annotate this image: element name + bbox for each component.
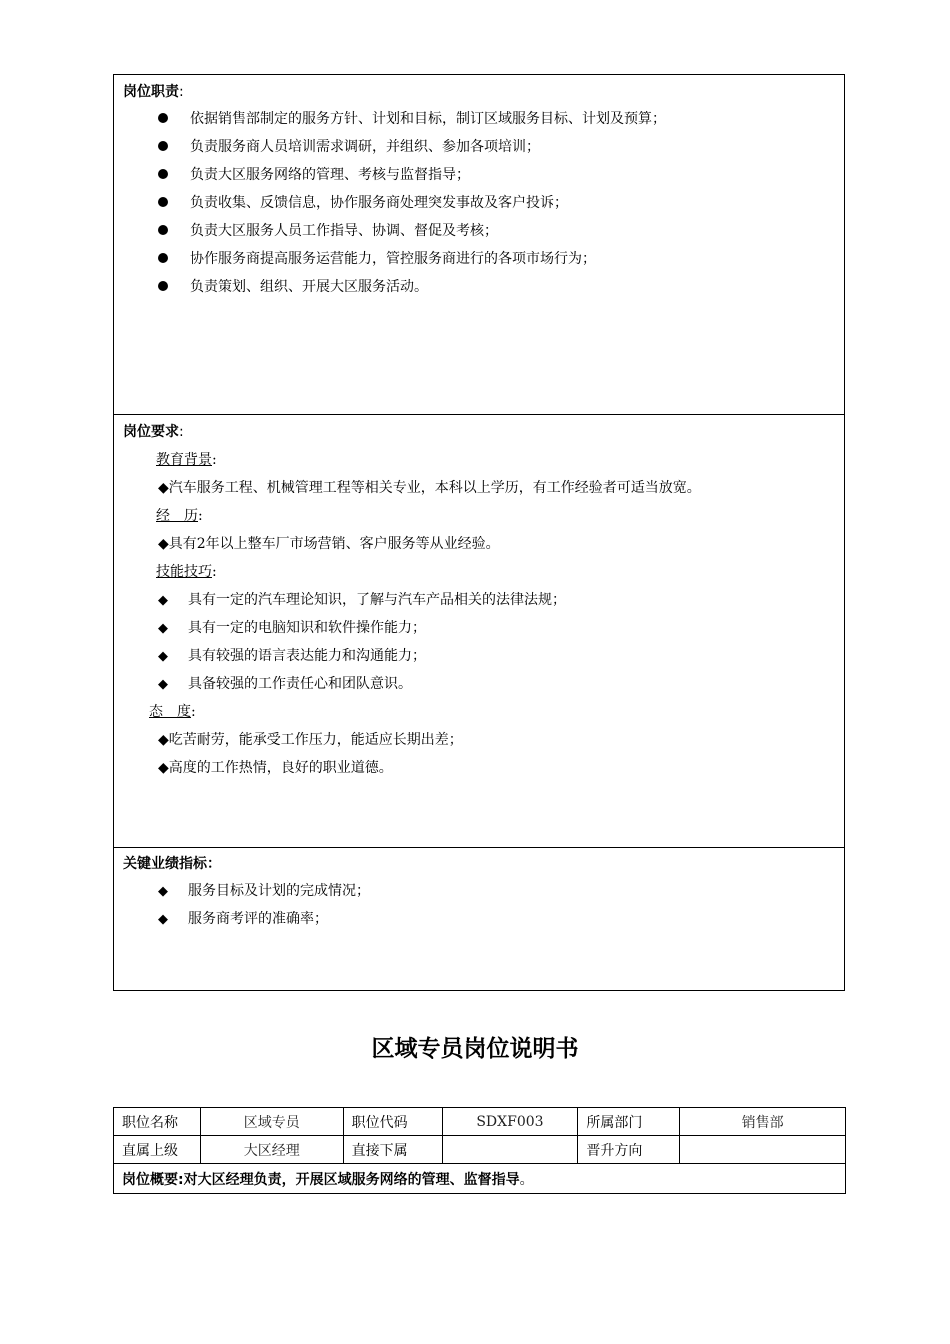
attitude-label: 态 度 [149,704,191,720]
duty-text: 负责服务商人员培训需求调研，并组织、参加各项培训； [190,139,540,155]
table-row [114,1164,846,1194]
skills-heading: 技能技巧: [156,564,217,580]
diamond-bullet-icon: ◆ [158,912,168,927]
education-heading: 教育背景: [156,452,217,468]
experience-label: 经 历 [156,508,198,524]
experience-heading: 经 历: [156,508,203,524]
attitude-heading: 态 度: [149,704,196,720]
promotion-label: 晋升方向 [578,1136,680,1164]
attitude-text: ◆吃苦耐劳，能承受工作压力，能适应长期出差； [158,732,463,748]
job-summary-text: 岗位概要:对大区经理负责，开展区域服务网络的管理、监督指导 [122,1171,520,1188]
duty-item [158,222,498,240]
skill-text: 具备较强的工作责任心和团队意识。 [188,676,412,692]
requirements-title [123,423,184,441]
job-summary [114,1164,846,1194]
requirements-title-colon: : [179,424,184,440]
dept-label: 所属部门 [578,1108,680,1136]
bullet-dot-icon [158,225,168,235]
job-info-table [113,1107,846,1194]
job-summary-end: 。 [519,1171,534,1188]
superior-label: 直属上级 [114,1136,201,1164]
requirements-section [113,414,845,848]
duty-text: 负责收集、反馈信息，协作服务商处理突发事故及客户投诉； [190,195,568,211]
duty-item [158,110,666,128]
duty-text: 依据销售部制定的服务方针、计划和目标，制订区域服务目标、计划及预算； [190,111,666,127]
diamond-bullet-icon: ◆ [158,593,168,608]
subordinate-label: 直接下属 [343,1136,442,1164]
skill-text: 具有一定的电脑知识和软件操作能力； [188,620,426,636]
kpi-section [113,847,845,991]
dept-value: 销售部 [680,1108,846,1136]
education-label: 教育背景 [156,452,212,468]
duty-item [158,138,540,156]
duties-section [113,74,845,415]
duty-item [158,250,596,268]
duty-text: 负责大区服务人员工作指导、协调、督促及考核； [190,223,498,239]
duties-title [123,83,184,101]
bullet-dot-icon [158,141,168,151]
skill-item [158,675,412,694]
bullet-dot-icon [158,197,168,207]
skill-item [158,647,426,666]
duty-item [158,278,428,296]
document-title: 区域专员岗位说明书 [371,1036,579,1062]
bullet-dot-icon [158,281,168,291]
subordinate-value [442,1136,578,1164]
job-code-value: SDXF003 [442,1108,578,1136]
diamond-bullet-icon: ◆ [158,677,168,692]
skill-text: 具有较强的语言表达能力和沟通能力； [188,648,426,664]
bullet-dot-icon [158,253,168,263]
bullet-dot-icon [158,169,168,179]
duties-title-text: 岗位职责 [123,84,179,100]
education-text: ◆汽车服务工程、机械管理工程等相关专业，本科以上学历，有工作经验者可适当放宽。 [158,480,701,496]
kpi-item [158,910,328,929]
table-row [114,1108,846,1136]
experience-text: ◆具有2年以上整车厂市场营销、客户服务等从业经验。 [158,536,500,552]
job-name-label: 职位名称 [114,1108,201,1136]
requirements-title-text: 岗位要求 [123,424,179,440]
duty-text: 协作服务商提高服务运营能力，管控服务商进行的各项市场行为； [190,251,596,267]
job-code-label: 职位代码 [343,1108,442,1136]
table-row [114,1136,846,1164]
superior-value: 大区经理 [200,1136,343,1164]
duties-title-colon: : [179,84,184,100]
promotion-value [680,1136,846,1164]
skills-label: 技能技巧 [156,564,212,580]
kpi-text: 服务目标及计划的完成情况； [188,883,370,899]
skill-text: 具有一定的汽车理论知识，了解与汽车产品相关的法律法规； [188,592,566,608]
kpi-item [158,882,370,901]
bullet-dot-icon [158,113,168,123]
diamond-bullet-icon: ◆ [158,649,168,664]
duty-item [158,166,470,184]
skill-item [158,591,566,610]
diamond-bullet-icon: ◆ [158,621,168,636]
duty-text: 负责大区服务网络的管理、考核与监督指导； [190,167,470,183]
duty-item [158,194,568,212]
kpi-text: 服务商考评的准确率； [188,911,328,927]
kpi-title: 关键业绩指标： [123,856,221,872]
diamond-bullet-icon: ◆ [158,884,168,899]
skill-item [158,619,426,638]
job-name-value: 区域专员 [200,1108,343,1136]
duty-text: 负责策划、组织、开展大区服务活动。 [190,279,428,295]
attitude-text: ◆高度的工作热情，良好的职业道德。 [158,760,393,776]
